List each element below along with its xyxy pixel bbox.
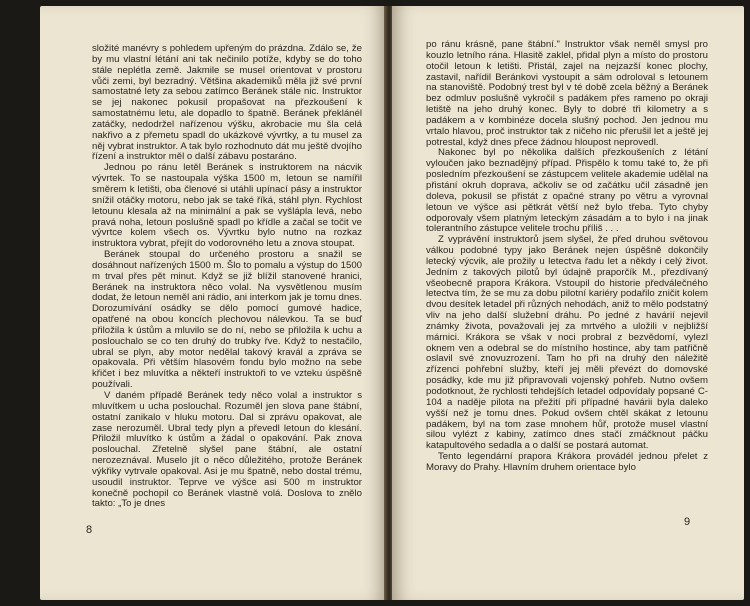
- paragraph: složité manévry s pohledem upřeným do prázdna. Zdálo se, že by mu vlastní létání ani tak nečinilo potíže, kdyby se do toho stále neplétla země. Jakmile se musel orientovat v prostoru vůči zemi, byl bezradný. Většina akademiků měla již své první samostatné lety za sebou zatímco Beránek stále nic. Instruktor se jej nakonec pokusil propašovat na přezkoušení k samostatnému letu, ale dopadlo to špatně. Beránek překlánél zatáčky, nedodržel nařízenou výšku, akrobacie mu šla celá nakřivo a z přemetu spadl do ukázkové vývrtky, a tu musel za něj vybrat instruktor. A tak bylo rozhodnuto dát mu ještě dvojího řízení a instruktor měl o další zábavu postaráno.: [92, 43, 362, 163]
- paragraph: Tento legendární prapora Krákora provádél jednou přelet z Moravy do Prahy. Hlavním druhem orientace bylo: [426, 451, 708, 473]
- paragraph: Jednou po ránu letěl Beránek s instruktorem na nácvik vývrtek. To se nastoupala výška 1500 m, letoun se namířil směrem k letišti, oba členové si utáhli upínací pásy a instruktor snížil otáčky motoru, nebo jak se také říká, stáhl plyn. Rychlost letounu klesala až na minimální a pak se vyšlápla levá, nebo pravá noha, letoun poslušně spadl po křídle a začal se točit ve vývrtce kolem všech os. Vývrtku bylo nutno na rozkaz instruktora vybrat, přejít do vodorovného letu a znova stoupat.: [92, 162, 362, 250]
- right-page-text: [426, 40, 708, 474]
- book-spread: [8, 6, 744, 600]
- paragraph: Beránek stoupal do určeného prostoru a snažil se dosáhnout nařízených 1500 m. Šlo to pomalu a výstup do 1500 m trval přes pět minut. Když se již blížil stanovené hranici, Beránek na instruktora něco volal. Na vysvětlenou musím dodat, že letoun neměl ani rádio, ani interkom jak je tomu dnes. Dorozumívání osádky se dělo pomocí gumové hadice, opatřené na obou koncích plechovou nálevkou. Ta se buď přiložila k ústům a mluvilo se do ní, nebo se přiložila k uchu a poslouchalo se co ten druhý do trubky řve. Když to nestačilo, ubral se plyn, aby motor nedělal takový kravál a zpráva se opakovala. Při větším hlasovém fondu bylo možno na sebe křičet i bez mluvítka a někteří instruktoři to ve vzteku úspěšně používali.: [92, 249, 362, 391]
- paragraph: Nakonec byl po několika dalších přezkoušeních z létání vyloučen jako beznadějný případ. Přispělo k tomu také to, že při posledním přezkoušení se zástupcem velitele akademie udělal na přistání okruh doprava, ačkoliv se od začátku učil zásadně jen doleva, pokusil se přistát z opačné strany po větru a vyrovnal letoun ve výšce asi pětkrát větší než bylo třeba. Tyto chyby odporovaly všem platným leteckým zásadám a to bylo i na jinak tolerantního zástupce velitele trochu příliš . . .: [426, 147, 708, 235]
- right-page: [392, 6, 744, 600]
- page-number-left: 8: [86, 524, 93, 536]
- paragraph: po ránu krásně, pane štábní." Instruktor však neměl smysl pro kouzlo letního rána. Hlasitě zaklel, přidal plyn a místo do prostoru otočil letoun k letišti. Přistál, zajel na nejzazší konec plochy, zastavil, nařídil Beránkovi vystoupit a sám odroloval s letounem na stanoviště. Podobný trest byl v té době zcela běžný a Beránek bez odmluv poslušně vykročil s padákem přes rameno po okraji letiště na jeho druhý konec. Byly to dobré tři kilometry a s padákem a v kombinéze docela slušný pochod. Jen jednou mu vrtalo hlavou, proč instruktor tak z ničeho nic přerušil let a ještě jej potrestal, když dnes přece žádnou hloupost neprovedl.: [426, 39, 708, 148]
- page-number-right: 9: [684, 516, 691, 528]
- left-page-text: [92, 44, 362, 510]
- left-page: [40, 6, 386, 600]
- paragraph: V daném případě Beránek tedy něco volal a instruktor s mluvítkem u ucha poslouchal. Rozuměl jen slova pane štábní, ostatní zanikalo v hluku motoru. Dal si zprávu opakovat, ale zase nerozuměl. Ubral tedy plyn a převedl letoun do klesání. Přiložil mluvítko k ústům a žádal o opakování. Pak znova poslouchal. Zřetelně slyšel pane štábní, ale ostatní nerozeznával. Muselo jít o něco důležitého, protože Beránek výkřiky vytrvale opakoval. Asi je mu špatně, nebo dostal trému, usoudil instruktor. Teprve ve výšce asi 500 m instruktor konečně pochopil co Beránek vlastně volá. Doslova to znělo takto: „To je dnes: [92, 390, 362, 510]
- paragraph: Z vyprávění instruktorů jsem slyšel, že před druhou světovou válkou podobné typy jako Beránek nejen úspěšně dokončily letecký výcvik, ale prožily u letectva řadu let a někdy i celý život. Jedním z takových pilotů byl údajně praporčík M., přezdívaný všeobecně prapora Krákora. Vstoupil do historie předválečného letectva tím, že se mu za dobu pilotní kariéry podařilo zničit kolem dvou desítek letadel při různých nehodách, aniž to mělo podstatný vliv na jeho další služební dráhu. Po jedné z havárií nejevil známky života, považovali jej za mrtvého a uložili v nejbližší márnici. Krákora se však v noci probral z bezvědomí, vylezl oknem ven a odebral se do místního hostince, aby tam patřičně oslavil své znovuzrození. Tam ho při na druhý den náležitě zřízenci pohřební služby, kteří jej měli převézt do domovské posádky, kde mu již připravovali vojenský pohřeb. Nutno ovšem podotknout, že rychlosti tehdejších letadel odpovídaly popsané C-104 a naděje pilota na přežití při případné havárii byla daleko vyšší než je tomu dnes. Pokud ovšem chtěl skákat z letounu padákem, byl na tom zase mnohem hůř, protože musel vlastní silou vylézt z kabiny, zatímco dnes stačí zmáčknout páčku katapultového sedadla a o další se postará automat.: [426, 234, 708, 452]
